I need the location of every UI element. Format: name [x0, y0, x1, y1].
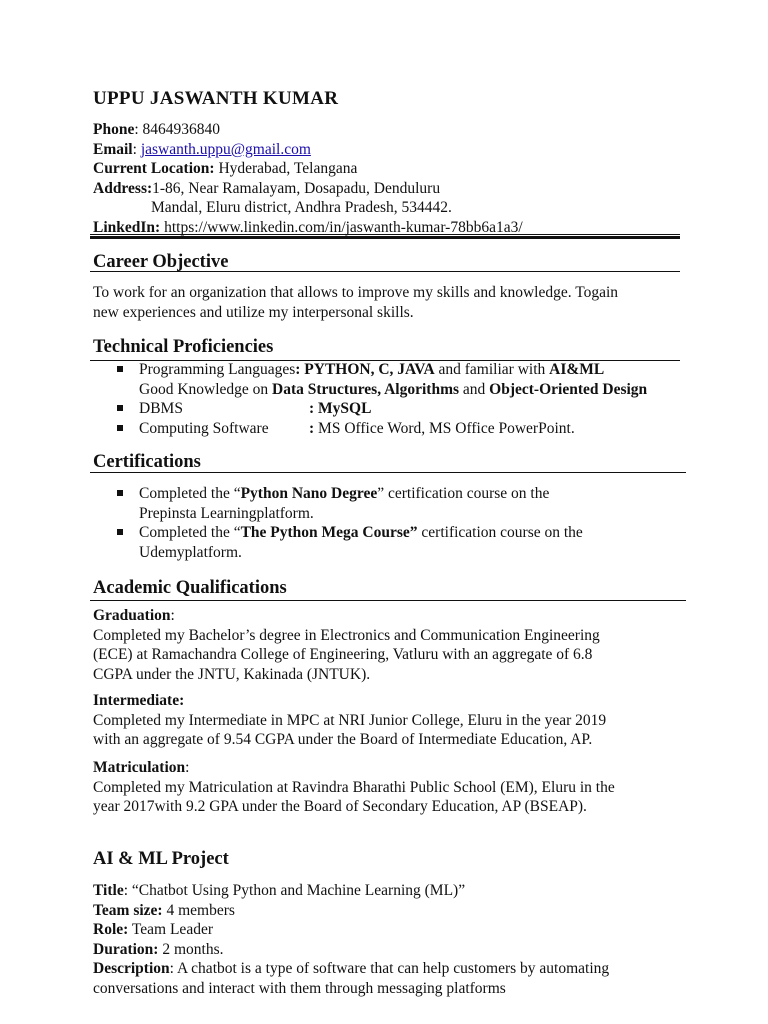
contact-block — [93, 120, 693, 237]
location-row — [93, 159, 693, 179]
matriculation-label: Matriculation — [93, 759, 186, 776]
cert1-name: Python Nano Degree — [240, 485, 378, 502]
cert2-name: The Python Mega Course” — [240, 524, 418, 541]
role-row — [93, 920, 693, 940]
dbms-label: DBMS — [139, 400, 183, 417]
career-rule — [90, 271, 680, 272]
certifications-rule — [90, 472, 686, 473]
description-line-2: conversations and interact with them through messaging platforms — [93, 979, 506, 997]
graduation-line-2: (ECE) at Ramachandra College of Engineering, Vatluru with an aggregate of 6.8 — [93, 646, 593, 663]
role-value: Team Leader — [128, 921, 213, 938]
software-value: MS Office Word, MS Office PowerPoint. — [314, 419, 575, 437]
address-row — [93, 179, 693, 199]
graduation-line-1: Completed my Bachelor’s degree in Electronics and Communication Engineering — [93, 626, 600, 644]
cert1-suffix: ” certification course on the — [377, 485, 550, 502]
certification-item-2-line2: Udemyplatform. — [139, 543, 242, 561]
address-line1: 1-86, Near Ramalayam, Dosapadu, Denduluru — [152, 179, 441, 197]
academics-title: Academic Qualifications — [93, 578, 287, 598]
phone-value: 8464936840 — [142, 121, 221, 138]
matriculation-line-1: Completed my Matriculation at Ravindra Bharathi Public School (EM), Eluru in the — [93, 778, 615, 796]
languages-ai: AI&ML — [549, 361, 605, 378]
address-label: Address: — [93, 179, 153, 197]
project-title-value: : “Chatbot Using Python and Machine Learning (ML)” — [123, 882, 466, 899]
team-size-value: 4 members — [162, 901, 235, 919]
knowledge-line — [93, 380, 693, 400]
matriculation-heading — [93, 758, 693, 778]
graduation-line-3: CGPA under the JNTU, Kakinada (JNTUK). — [93, 665, 371, 683]
dbms-item — [93, 399, 693, 419]
technical-title: Technical Proficiencies — [93, 337, 274, 357]
languages-value: : PYTHON, C, JAVA — [295, 361, 435, 378]
header-divider — [90, 234, 680, 239]
email-row: Email: jaswanth.uppu@gmail.com — [93, 140, 311, 158]
bullet-icon — [117, 529, 123, 535]
dbms-value: : MySQL — [309, 400, 372, 417]
description-row — [93, 959, 693, 979]
role-label: Role: — [93, 921, 129, 938]
software-item — [93, 419, 693, 439]
knowledge-prefix: Good Knowledge on — [139, 380, 273, 398]
matriculation-colon: : — [185, 759, 190, 776]
project-title: AI & ML Project — [93, 849, 229, 869]
team-size-label: Team size: — [93, 901, 163, 919]
bullet-icon — [117, 405, 123, 411]
description-label: Description — [93, 960, 170, 977]
graduation-colon: : — [170, 607, 175, 624]
software-label: Computing Software — [139, 419, 269, 437]
certification-item-1-line2: Prepinsta Learningplatform. — [139, 504, 314, 522]
software-colon: : — [309, 419, 315, 437]
phone-row: Phone: 8464936840 — [93, 121, 221, 138]
career-title: Career Objective — [93, 252, 229, 272]
languages-item — [93, 360, 693, 380]
location-value: Hyderabad, Telangana — [218, 160, 358, 177]
address-line2: Mandal, Eluru district, Andhra Pradesh, 534442. — [151, 199, 452, 216]
cert2-suffix: certification course on the — [417, 524, 583, 541]
candidate-name: UPPU JASWANTH KUMAR — [93, 88, 339, 109]
bullet-icon — [117, 366, 123, 372]
team-size-row — [93, 901, 693, 921]
knowledge-and: and — [459, 380, 490, 398]
bullet-icon — [117, 425, 123, 431]
languages-label: Programming Languages — [139, 361, 296, 378]
duration-row — [93, 940, 693, 960]
project-title-label: Title — [93, 882, 124, 899]
matriculation-line-2: year 2017with 9.2 GPA under the Board of Secondary Education, AP (BSEAP). — [93, 798, 587, 815]
project-title-row — [93, 881, 693, 901]
knowledge-topics: Data Structures, Algorithms — [272, 380, 460, 398]
bullet-icon — [117, 490, 123, 496]
career-line-2: new experiences and utilize my interpersonal skills. — [93, 303, 414, 321]
academics-rule — [90, 600, 686, 601]
intermediate-line-1: Completed my Intermediate in MPC at NRI Junior College, Eluru in the year 2019 — [93, 711, 607, 729]
intermediate-line-2: with an aggregate of 9.54 CGPA under the Board of Intermediate Education, AP. — [93, 731, 593, 748]
location-label: Current Location: — [93, 160, 215, 177]
linkedin-label: LinkedIn: — [93, 218, 161, 236]
email-label: Email — [93, 140, 133, 158]
graduation-label: Graduation — [93, 607, 171, 624]
phone-label: Phone — [93, 121, 135, 138]
cert2-prefix: Completed the “ — [139, 524, 241, 541]
cert1-prefix: Completed the “ — [139, 485, 241, 502]
description-line-1: : A chatbot is a type of software that can help customers by automating — [169, 960, 610, 977]
duration-label: Duration: — [93, 940, 159, 958]
certification-item-2 — [93, 523, 693, 543]
linkedin-url[interactable]: https://www.linkedin.com/in/jaswanth-kumar-78bb6a1a3/ — [164, 218, 523, 236]
languages-mid: and familiar with — [434, 361, 550, 378]
technical-rule — [90, 360, 680, 361]
knowledge-ood: Object-Oriented Design — [489, 380, 648, 398]
intermediate-label: Intermediate: — [93, 692, 185, 709]
career-line-1: To work for an organization that allows to improve my skills and knowledge. Togain — [93, 284, 619, 301]
duration-value: 2 months. — [158, 940, 224, 958]
email-link[interactable]: jaswanth.uppu@gmail.com — [140, 140, 311, 158]
certification-item-1 — [93, 484, 693, 504]
graduation-heading — [93, 606, 693, 626]
certifications-title: Certifications — [93, 452, 201, 472]
